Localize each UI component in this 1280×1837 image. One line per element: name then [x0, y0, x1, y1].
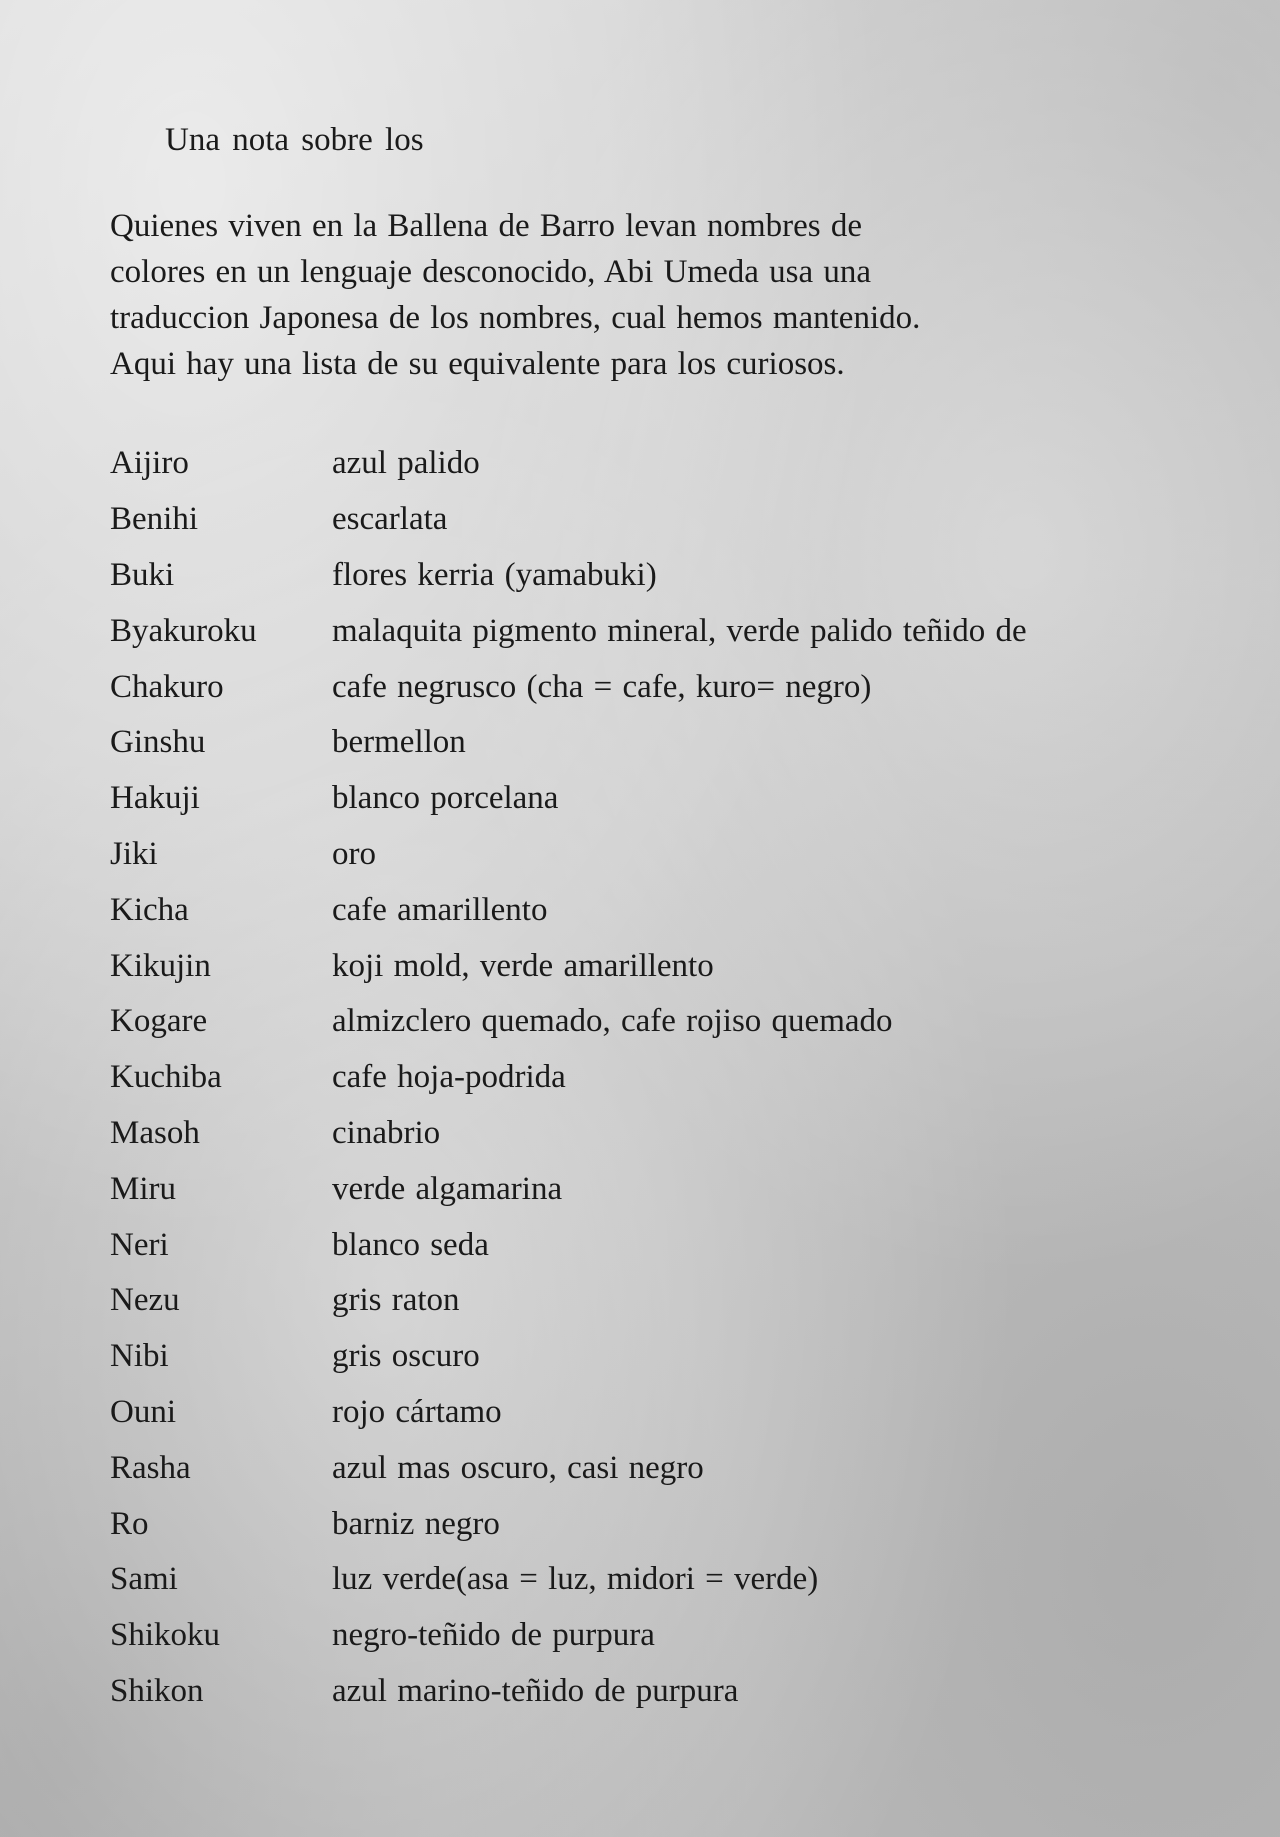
list-item [110, 715, 1250, 771]
intro-line: traduccion Japonesa de los nombres, cual hemos mantenido. [110, 300, 921, 336]
color-term: Miru [110, 1170, 176, 1207]
list-item [110, 659, 1250, 715]
list-item [110, 994, 1250, 1050]
list-item [110, 771, 1250, 827]
color-meaning: barniz negro [332, 1505, 500, 1542]
list-item [110, 603, 1250, 659]
color-term: Nibi [110, 1338, 169, 1375]
intro-line: Quienes viven en la Ballena de Barro levan nombres de [110, 208, 862, 244]
color-meaning: cafe hoja-podrida [332, 1059, 566, 1096]
color-meaning: negro-teñido de purpura [332, 1617, 655, 1654]
color-meaning: rojo cártamo [332, 1393, 502, 1430]
color-meaning: luz verde(asa = luz, midori = verde) [332, 1561, 819, 1598]
list-item [110, 1608, 1250, 1664]
list-item [110, 1217, 1250, 1273]
color-term: Ouni [110, 1393, 176, 1430]
color-term: Kogare [110, 1003, 208, 1040]
list-item [110, 1552, 1250, 1608]
list-item [110, 1385, 1250, 1441]
color-meaning: malaquita pigmento mineral, verde palido teñido de [332, 612, 1027, 649]
list-item [110, 436, 1250, 492]
list-item [110, 548, 1250, 604]
color-term: Jiki [110, 835, 158, 872]
intro-line: colores en un lenguaje desconocido, Abi Umeda usa una [110, 254, 872, 290]
color-meaning: azul marino-teñido de purpura [332, 1672, 739, 1709]
list-item [110, 1664, 1250, 1720]
color-term: Masoh [110, 1114, 200, 1151]
color-term: Ro [110, 1505, 149, 1542]
color-meaning: koji mold, verde amarillento [332, 947, 714, 984]
color-meaning: cafe negrusco (cha = cafe, kuro= negro) [332, 668, 872, 705]
color-meaning: escarlata [332, 501, 448, 538]
color-term: Nezu [110, 1282, 180, 1319]
color-term: Hakuji [110, 780, 200, 817]
list-item [110, 1329, 1250, 1385]
color-name-list [110, 436, 1250, 1719]
color-term: Kikujin [110, 947, 211, 984]
color-meaning: cafe amarillento [332, 891, 548, 928]
color-term: Byakuroku [110, 612, 257, 649]
color-meaning: azul mas oscuro, casi negro [332, 1449, 704, 1486]
color-term: Sami [110, 1561, 178, 1598]
color-term: Buki [110, 556, 175, 593]
color-term: Shikoku [110, 1617, 221, 1654]
list-item [110, 1273, 1250, 1329]
list-item [110, 938, 1250, 994]
color-term: Aijiro [110, 445, 189, 482]
color-meaning: almizclero quemado, cafe rojiso quemado [332, 1003, 893, 1040]
color-meaning: blanco seda [332, 1226, 489, 1263]
color-meaning: oro [332, 835, 376, 872]
list-item [110, 1050, 1250, 1106]
color-term: Benihi [110, 501, 198, 538]
page-heading: Una nota sobre los [165, 122, 424, 158]
color-meaning: bermellon [332, 724, 466, 761]
list-item [110, 492, 1250, 548]
list-item [110, 1161, 1250, 1217]
intro-line: Aqui hay una lista de su equivalente para los curiosos. [110, 346, 845, 382]
color-meaning: gris raton [332, 1282, 460, 1319]
color-meaning: azul palido [332, 445, 480, 482]
list-item [110, 1106, 1250, 1162]
list-item [110, 1496, 1250, 1552]
color-term: Shikon [110, 1672, 204, 1709]
color-term: Kicha [110, 891, 189, 928]
list-item [110, 882, 1250, 938]
color-term: Kuchiba [110, 1059, 222, 1096]
color-meaning: blanco porcelana [332, 780, 559, 817]
list-item [110, 1440, 1250, 1496]
color-term: Ginshu [110, 724, 206, 761]
color-meaning: cinabrio [332, 1114, 441, 1151]
color-term: Chakuro [110, 668, 224, 705]
color-term: Neri [110, 1226, 169, 1263]
list-item [110, 827, 1250, 883]
color-meaning: flores kerria (yamabuki) [332, 556, 657, 593]
color-meaning: verde algamarina [332, 1170, 563, 1207]
intro-paragraph [110, 203, 1210, 387]
color-term: Rasha [110, 1449, 191, 1486]
color-meaning: gris oscuro [332, 1338, 480, 1375]
